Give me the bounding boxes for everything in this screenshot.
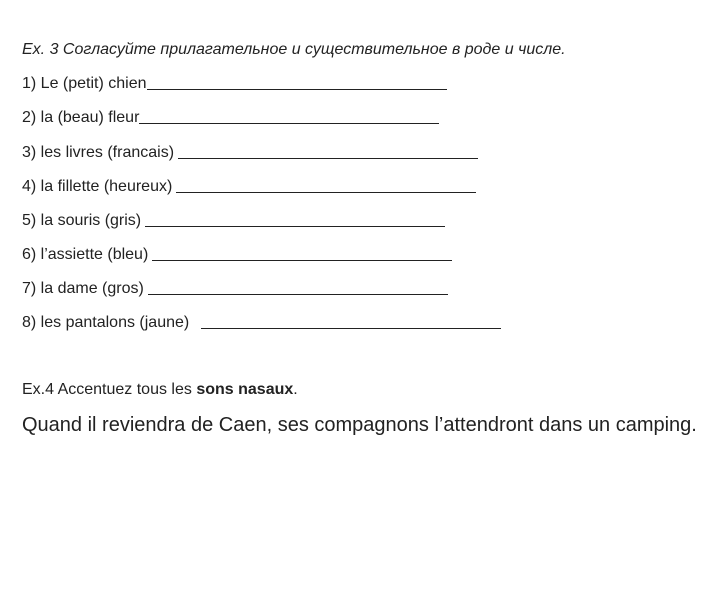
exercise3-item-8 <box>22 314 501 332</box>
item-label: 1) Le (petit) chien <box>22 75 147 92</box>
exercise4-title-prefix: Ex.4 Accentuez tous les <box>22 381 197 398</box>
answer-blank[interactable] <box>178 157 478 159</box>
exercise3-item-5 <box>22 212 445 230</box>
exercise3-item-7 <box>22 280 448 298</box>
exercise3-item-4 <box>22 178 476 196</box>
exercise3-item-3 <box>22 144 478 162</box>
exercise4-title-bold: sons nasaux <box>196 381 294 398</box>
item-label: 3) les livres (francais) <box>22 144 175 161</box>
item-label: 7) la dame (gros) <box>22 280 144 297</box>
item-label: 8) les pantalons (jaune) <box>22 314 190 331</box>
answer-blank[interactable] <box>139 122 439 124</box>
exercise3-item-6 <box>22 246 452 264</box>
answer-blank[interactable] <box>176 191 476 193</box>
item-label: 6) l’assiette (bleu) <box>22 246 149 263</box>
answer-blank[interactable] <box>147 88 447 90</box>
exercise3-title: Ex. 3 Согласуйте прилагательное и существительное в роде и числе. <box>22 41 566 58</box>
answer-blank[interactable] <box>145 225 445 227</box>
answer-blank[interactable] <box>201 327 501 329</box>
exercise3-item-2 <box>22 109 439 127</box>
item-label: 2) la (beau) fleur <box>22 109 140 126</box>
exercise3-item-1 <box>22 75 447 93</box>
answer-blank[interactable] <box>148 293 448 295</box>
item-label: 5) la souris (gris) <box>22 212 142 229</box>
exercise4-title <box>22 381 298 399</box>
exercise4-title-suffix: . <box>293 381 298 398</box>
item-label: 4) la fillette (heureux) <box>22 178 173 195</box>
exercise4-sentence: Quand il reviendra de Caen, ses compagnons l’attendront dans un camping. <box>22 414 697 436</box>
answer-blank[interactable] <box>152 259 452 261</box>
